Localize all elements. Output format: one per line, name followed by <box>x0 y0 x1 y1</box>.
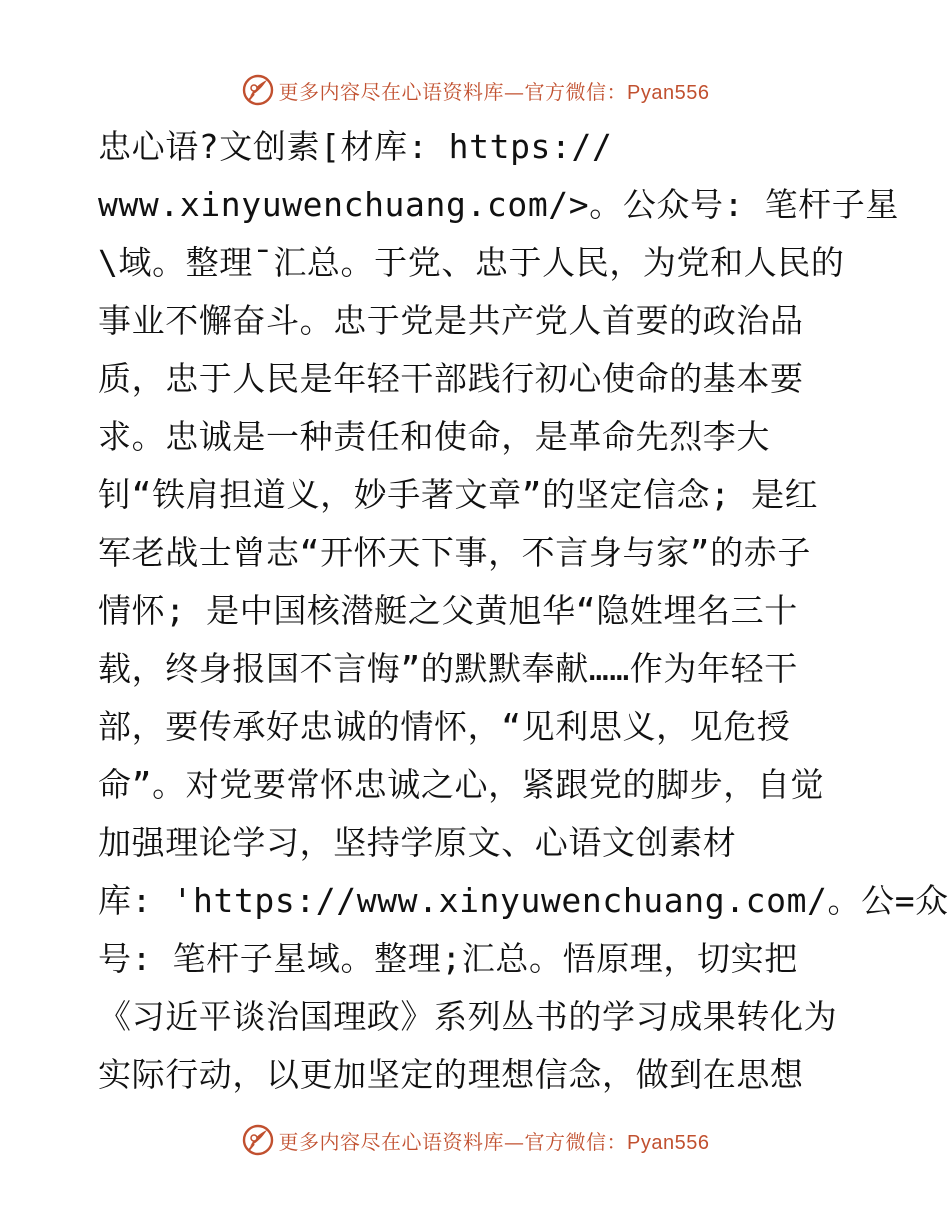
header-banner-wechat: 官方微信：Pyan556 <box>524 81 710 104</box>
body-line: 实际行动，以更加坚定的理想信念，做到在思想 <box>98 1055 804 1094</box>
body-line: 加强理论学习，坚持学原文、心语文创素材 <box>98 823 737 862</box>
body-line: 求。忠诚是一种责任和使命，是革命先烈李大 <box>98 417 770 456</box>
body-line: 库: 'https://www.xinyuwenchuang.com/。公=众 <box>98 881 949 920</box>
quill-logo-icon <box>241 73 275 107</box>
body-line: 命”。对党要常怀忠诚之心，紧跟党的脚步，自觉 <box>98 765 825 804</box>
footer-banner-text <box>279 1126 710 1155</box>
body-line: 号: 笔杆子星域。整理;汇总。悟原理，切实把 <box>98 939 798 978</box>
quill-logo-icon <box>241 1123 275 1157</box>
body-line: 情怀; 是中国核潜艇之父黄旭华“隐姓埋名三十 <box>98 591 798 630</box>
footer-banner <box>0 1120 950 1160</box>
footer-banner-wechat: 官方微信：Pyan556 <box>524 1131 710 1154</box>
body-line: 忠心语?文创素[材库: https:// <box>98 127 613 166</box>
header-banner-text <box>279 76 710 105</box>
body-line: 军老战士曾志“开怀天下事，不言身与家”的赤子 <box>98 533 811 572</box>
footer-banner-title: 更多内容尽在心语资料库— <box>278 1129 525 1154</box>
document-body <box>98 118 949 1104</box>
header-banner-title: 更多内容尽在心语资料库— <box>278 79 525 104</box>
body-line: 《习近平谈治国理政》系列丛书的学习成果转化为 <box>98 997 838 1036</box>
header-banner-inner <box>241 73 710 107</box>
body-line: 载，终身报国不言悔”的默默奉献……作为年轻干 <box>98 649 798 688</box>
footer-banner-inner <box>241 1123 710 1157</box>
header-banner <box>0 70 950 110</box>
body-line: \域。整理¯汇总。于党、忠于人民，为党和人民的 <box>98 243 845 282</box>
body-line: www.xinyuwenchuang.com/>。公众号: 笔杆子星 <box>98 185 899 224</box>
body-line: 部，要传承好忠诚的情怀，“见利思义，见危授 <box>98 707 791 746</box>
body-line: 事业不懈奋斗。忠于党是共产党人首要的政治品 <box>98 301 804 340</box>
body-line: 钊“铁肩担道义，妙手著文章”的坚定信念; 是红 <box>98 475 819 514</box>
body-line: 质，忠于人民是年轻干部践行初心使命的基本要 <box>98 359 804 398</box>
